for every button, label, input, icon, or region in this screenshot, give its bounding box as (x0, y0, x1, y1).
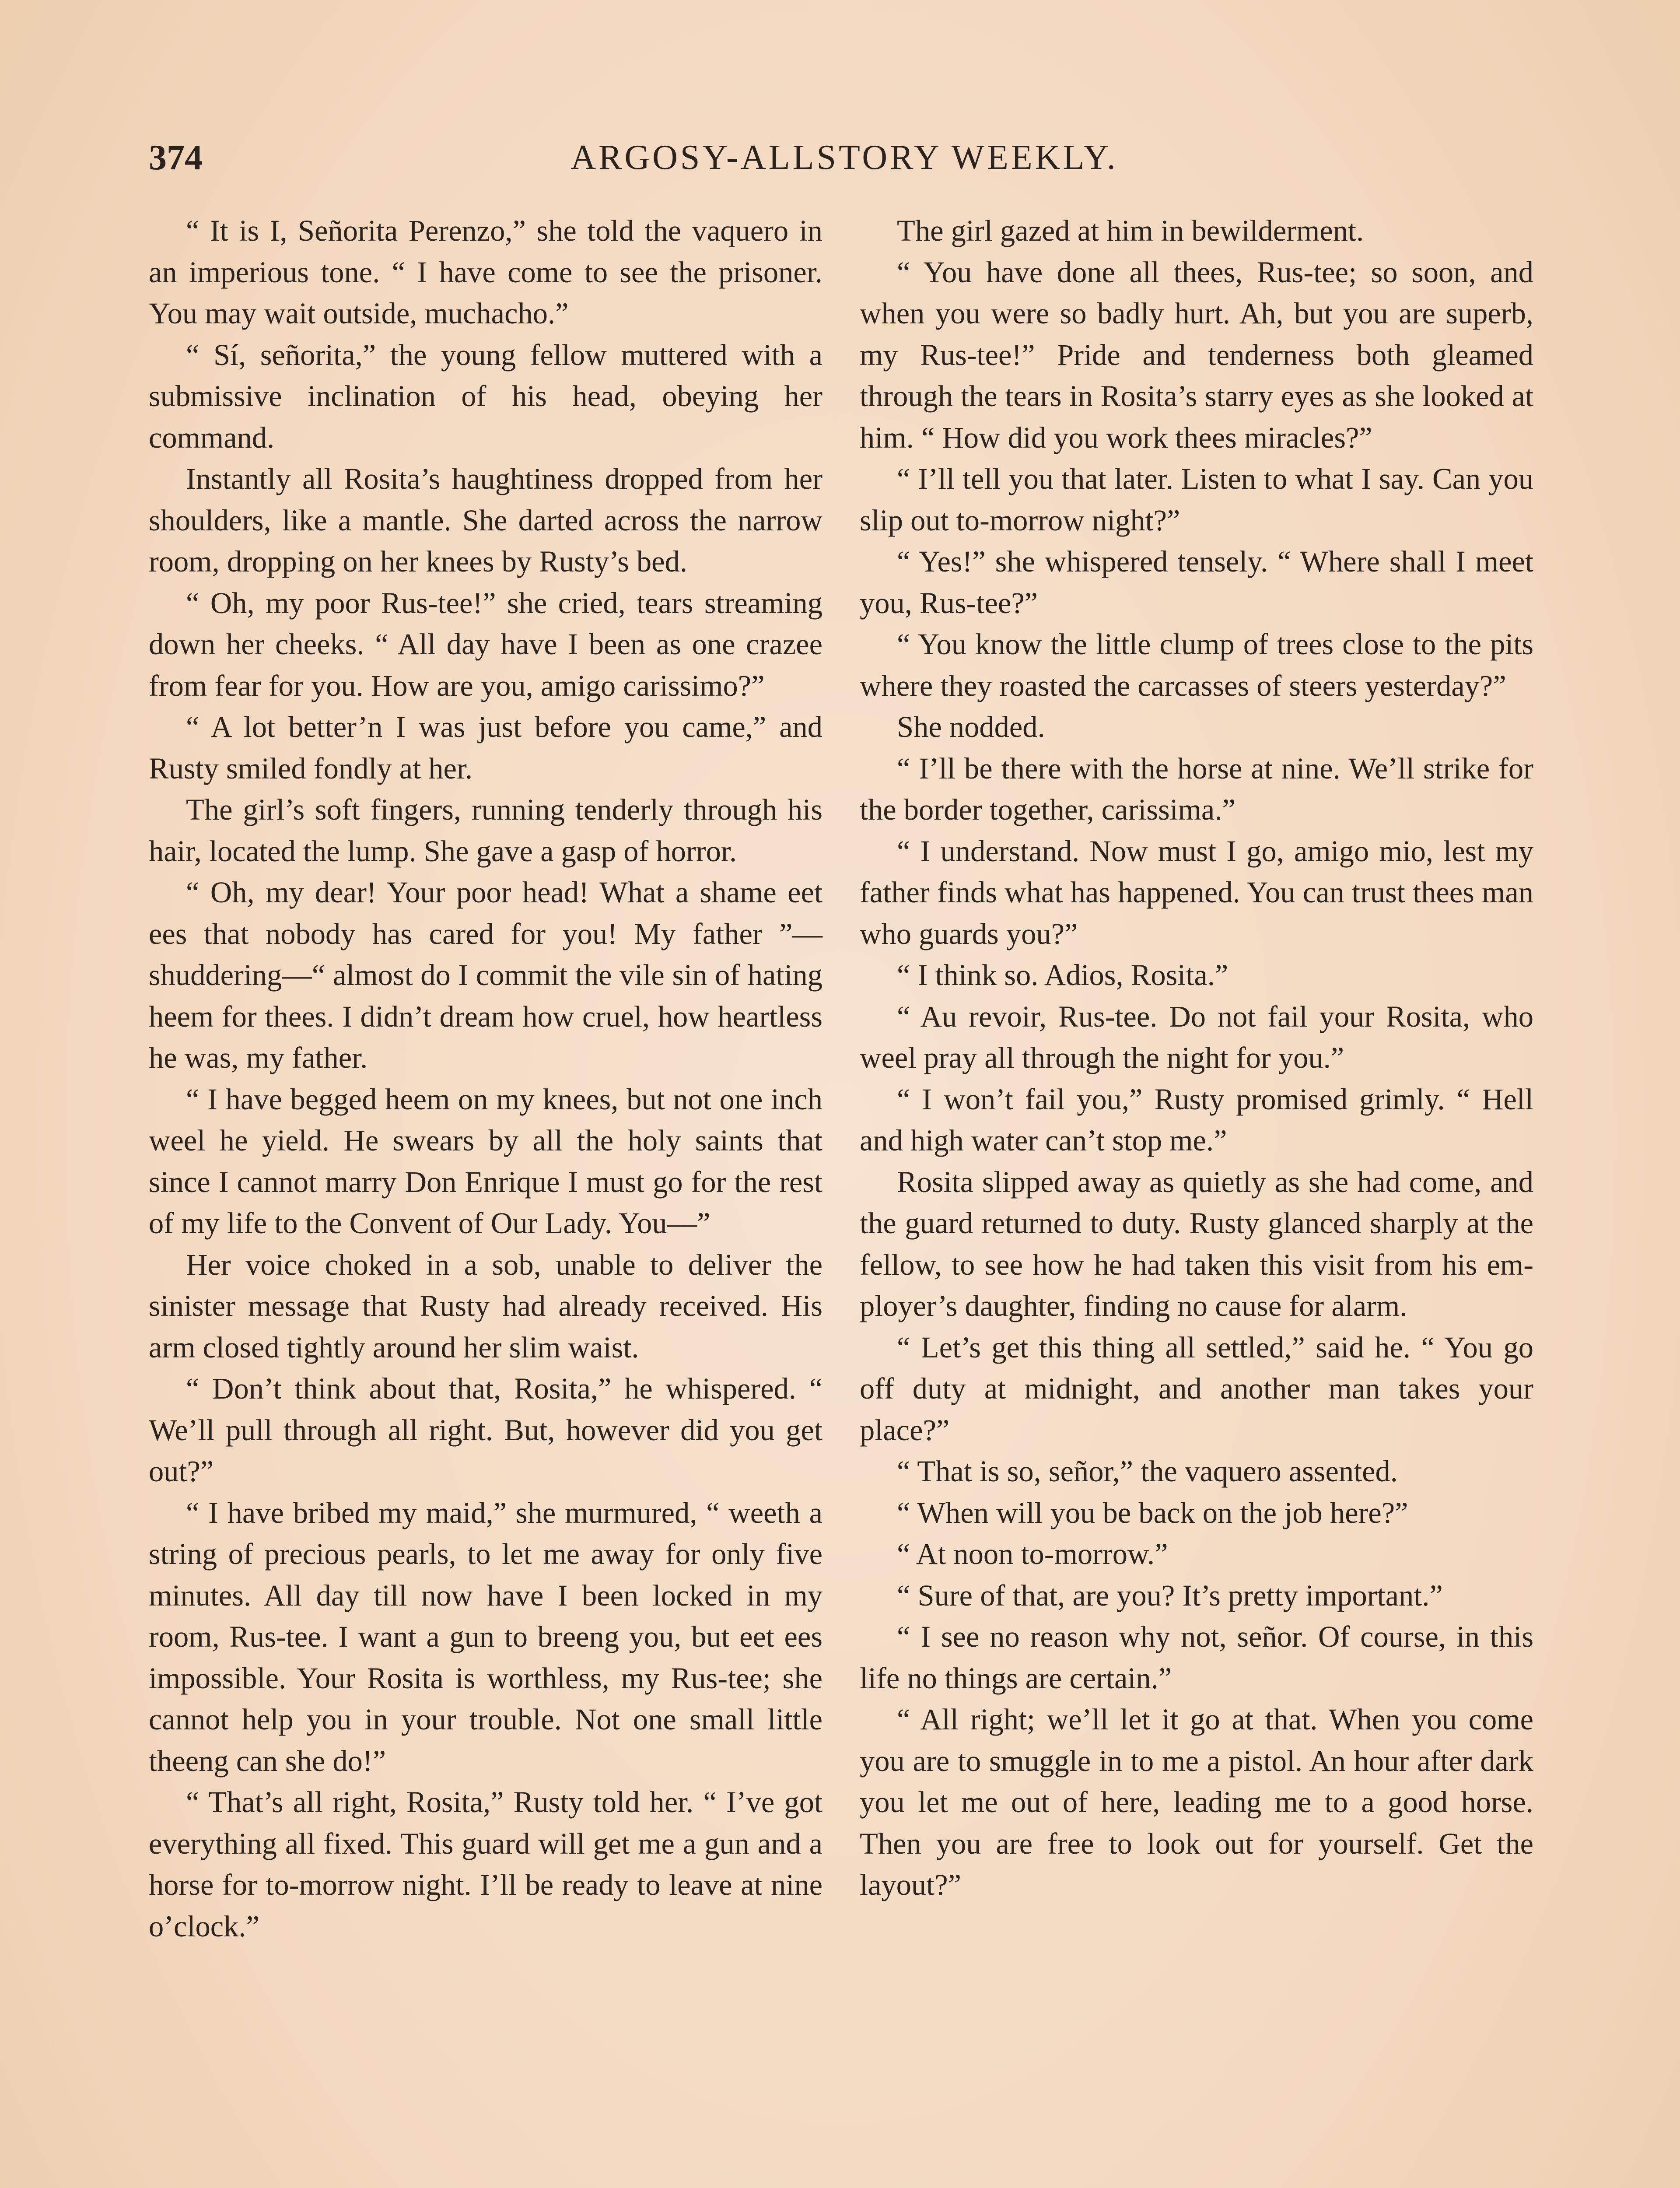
paragraph: “ It is I, Señorita Perenzo,” she told the vaquero in an imperious tone. “ I have come to see the prisoner. You may wait outside, muchacho.” (149, 214, 822, 330)
paragraph: “ I have bribed my maid,” she murmured, “ weeth a string of precious pearls, to let me away for only five minutes. All day till now have I been locked in my room, Rus-tee. I want a gun to breeng you, but eet ees impossible. Your Rosita is worthless, my Rus-tee; she cannot help you in your trouble. Not one small little theeng can she do!” (149, 1496, 822, 1778)
paragraph: “ All right; we’ll let it go at that. When you come you are to smuggle in to me a pistol. An hour after dark you let me out of here, leading me to a good horse. Then you are free to look out for yourself. Get the layout?” (860, 1703, 1533, 1901)
right-column (860, 210, 1533, 1906)
paragraph: “ I’ll tell you that later. Listen to what I say. Can you slip out to-morrow night?” (860, 462, 1533, 537)
paragraph: “ I won’t fail you,” Rusty promised grimly. “ Hell and high water can’t stop me.” (860, 1082, 1533, 1157)
paragraph: “ I think so. Adios, Rosita.” (897, 958, 1228, 992)
page-number: 374 (149, 137, 203, 177)
paragraph: “ Sí, señorita,” the young fellow muttered with a submissive inclination of his head, obeying her command. (149, 338, 822, 454)
paragraph: “ You know the little clump of trees close to the pits where they roasted the carcasses of steers yesterday?” (860, 628, 1533, 702)
paragraph: “ I understand. Now must I go, amigo mio, lest my father finds what has happened. You can trust thees man who guards you?” (860, 834, 1533, 950)
paragraph: “ A lot better’n I was just before you came,” and Rusty smiled fondly at her. (149, 710, 822, 785)
paragraph: “ Don’t think about that, Rosita,” he whispered. “ We’ll pull through all right. But, however did you get out?” (149, 1372, 822, 1488)
paragraph: Instantly all Rosita’s haughtiness dropped from her shoulders, like a mantle. She darted across the narrow room, dropping on her knees by Rusty’s bed. (149, 462, 822, 578)
paragraph: “ Oh, my poor Rus-tee!” she cried, tears streaming down her cheeks. “ All day have I been as one crazee from fear for you. How are you, amigo carissimo?” (149, 586, 822, 702)
paragraph: “ Au revoir, Rus-tee. Do not fail your Rosita, who weel pray all through the night for you.” (860, 999, 1533, 1074)
paragraph: “ You have done all thees, Rus-tee; so soon, and when you were so badly hurt. Ah, but you are superb, my Rus-tee!” Pride and tenderness both gleamed through the tears in Rosita’s starry eyes as she looked at him. “ How did you work thees miracles?” (860, 255, 1533, 454)
page-header (149, 131, 1540, 184)
paragraph: “ At noon to-morrow.” (897, 1537, 1168, 1571)
left-column (149, 210, 822, 1947)
paragraph: “ I see no reason why not, señor. Of course, in this life no things are certain.” (860, 1620, 1533, 1695)
paragraph: The girl gazed at him in bewilderment. (897, 214, 1364, 247)
paragraph: “ Let’s get this thing all settled,” said he. “ You go off duty at midnight, and another man takes your place?” (860, 1330, 1533, 1447)
running-title: ARGOSY-ALLSTORY WEEKLY. (570, 138, 1118, 177)
paragraph: “ That’s all right, Rosita,” Rusty told her. “ I’ve got everything all fixed. This guard will get me a gun and a horse for to-morrow night. I’ll be ready to leave at nine o’clock.” (149, 1785, 822, 1943)
paragraph: “ I have begged heem on my knees, but not one inch weel he yield. He swears by all the holy saints that since I cannot marry Don Enrique I must go for the rest of my life to the Convent of Our Lady. You—” (149, 1082, 822, 1240)
paragraph: “ I’ll be there with the horse at nine. We’ll strike for the border together, carissima.” (860, 751, 1533, 826)
paragraph: “ Sure of that, are you? It’s pretty important.” (897, 1578, 1443, 1612)
paragraph: The girl’s soft fingers, running tenderly through his hair, located the lump. She gave a gasp of horror. (149, 793, 822, 868)
paragraph: Rosita slipped away as quietly as she had come, and the guard returned to duty. Rusty glanced sharply at the fellow, to see how he had taken this visit from his employer’s daughter, finding no cause for alarm. (860, 1165, 1533, 1322)
paragraph: Her voice choked in a sob, unable to deliver the sinister message that Rusty had already received. His arm closed tightly around her slim waist. (149, 1248, 822, 1364)
paragraph: She nodded. (897, 710, 1045, 743)
paragraph: “ Yes!” she whispered tensely. “ Where shall I meet you, Rus-tee?” (860, 545, 1533, 620)
paragraph: “ That is so, señor,” the vaquero assented. (897, 1455, 1398, 1488)
paragraph: “ Oh, my dear! Your poor head! What a shame eet ees that nobody has cared for you! My father ”—shuddering—“ almost do I commit the vile sin of hating heem for thees. I didn’t dream how cruel, how heartless he was, my father. (149, 876, 822, 1074)
paragraph: “ When will you be back on the job here?” (897, 1496, 1408, 1529)
